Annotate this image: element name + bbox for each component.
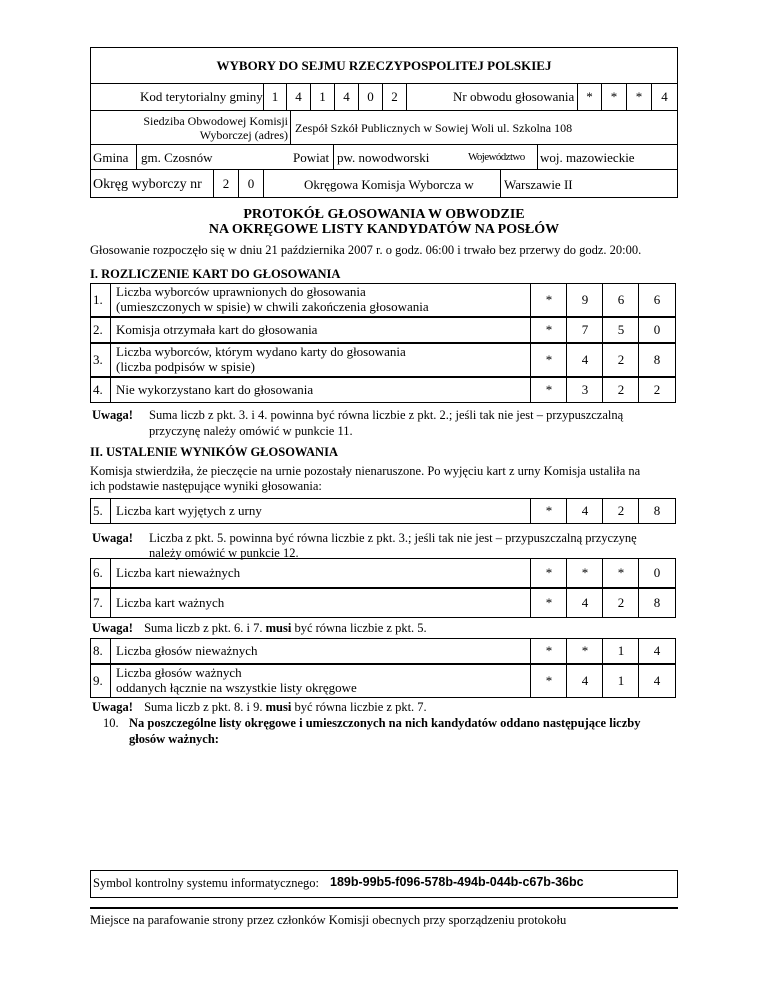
section1-item-3-digit-4: 8 — [653, 352, 661, 367]
row5-digit-2: 4 — [581, 503, 589, 518]
section1-item-3-digit-1: * — [545, 352, 553, 367]
symbol-value: 189b-99b5-f096-578b-494b-044b-c67b-36bc — [330, 875, 584, 889]
section1-item-3-digit-3: 2 — [617, 352, 625, 367]
note9-post: być równa liczbie z pkt. 7. — [294, 700, 427, 714]
siedziba-value: Zespół Szkół Publicznych w Sowiej Woli ul. Szkolna 108 — [295, 121, 573, 135]
kod-digit-4: 4 — [334, 84, 359, 110]
footer-divider — [90, 907, 678, 909]
row8-label: Liczba głosów nieważnych — [116, 643, 258, 658]
row6-digit-3: * — [617, 565, 625, 580]
note5-1: Liczba z pkt. 5. powinna być równa liczbie z pkt. 3.; jeśli tak nie jest – przypuszczalną przyczynę — [149, 531, 637, 545]
row5-number: 5. — [93, 503, 103, 518]
row5-digit-3: 2 — [617, 503, 625, 518]
section1-item-1-digit-2: 9 — [581, 292, 589, 307]
protocol-intro: Głosowanie rozpoczęło się w dniu 21 października 2007 r. o godz. 06:00 i trwało bez przerwy do godz. 20:00. — [90, 243, 642, 257]
row8-digit-1: * — [545, 643, 553, 658]
siedziba-label-2: Wyborczej (adres) — [199, 128, 288, 142]
row8-number: 8. — [93, 643, 103, 658]
gmina-label: Gmina — [93, 150, 129, 165]
row8-digit-3: 1 — [617, 643, 625, 658]
powiat-label: Powiat — [293, 150, 330, 165]
kod-digit-5: 0 — [358, 84, 383, 110]
row7-digit-3: 2 — [617, 595, 625, 610]
section1-item-4-number: 4. — [93, 382, 103, 397]
section1-item-3-digit-2: 4 — [581, 352, 589, 367]
section1-item-4-digit-4: 2 — [653, 382, 661, 397]
komisja-label: Okręgowa Komisja Wyborcza w — [304, 177, 474, 192]
section1-item-1-label-1: Liczba wyborców uprawnionych do głosowania — [116, 284, 366, 299]
row7-digit-2: 4 — [581, 595, 589, 610]
wojewodztwo-label: Województwo — [468, 151, 525, 163]
row6-digit-4: 0 — [653, 565, 661, 580]
row8-digit-2: * — [581, 643, 589, 658]
section1-item-1-digit-1: * — [545, 292, 553, 307]
row7-digit-4: 8 — [653, 595, 661, 610]
signature-note: Miejsce na parafowanie strony przez członków Komisji obecnych przy sporządzeniu protokołu — [90, 913, 567, 927]
protocol-title-2: NA OKRĘGOWE LISTY KANDYDATÓW NA POSŁÓW — [208, 222, 560, 237]
note9-bold: musi — [265, 700, 292, 714]
row6-digit-2: * — [581, 565, 589, 580]
note5-label: Uwaga! — [92, 531, 133, 545]
okreg-label: Okręg wyborczy nr — [93, 177, 202, 192]
symbol-label: Symbol kontrolny systemu informatycznego: — [93, 876, 320, 890]
section2-intro-2: ich podstawie następujące wyniki głosowania: — [90, 479, 322, 493]
row9-digit-4: 4 — [653, 673, 661, 688]
section1-item-1-label-2: (umieszczonych w spisie) w chwili zakończenia głosowania — [116, 299, 429, 314]
section1-note-label: Uwaga! — [92, 408, 133, 422]
protocol-title-1: PROTOKÓŁ GŁOSOWANIA W OBWODZIE — [243, 207, 525, 222]
section1-note-2: przyczynę należy omówić w punkcie 11. — [149, 424, 353, 438]
row9-label-1: Liczba głosów ważnych — [116, 665, 242, 680]
siedziba-label-1: Siedziba Obwodowej Komisji — [143, 114, 288, 128]
section1-item-1-digit-3: 6 — [617, 292, 625, 307]
kod-digit-6: 2 — [382, 84, 407, 110]
row9-digit-2: 4 — [581, 673, 589, 688]
obwod-digit-3: * — [626, 84, 652, 110]
okreg-digit-1: 2 — [213, 170, 239, 198]
note5-2: należy omówić w punkcie 12. — [149, 546, 299, 560]
section1-item-4-digit-2: 3 — [581, 382, 589, 397]
row7-label: Liczba kart ważnych — [116, 595, 225, 610]
note9 — [92, 700, 427, 715]
note7 — [92, 621, 427, 636]
okreg-digit-2: 0 — [238, 170, 264, 198]
section1-item-1-digit-4: 6 — [653, 292, 661, 307]
row5-label: Liczba kart wyjętych z urny — [116, 503, 262, 518]
kod-label: Kod terytorialny gminy — [140, 89, 263, 104]
section1-item-2-label: Komisja otrzymała kart do głosowania — [116, 322, 318, 337]
row9-digit-3: 1 — [617, 673, 625, 688]
gmina-value: gm. Czosnów — [141, 150, 213, 165]
row5-digit-1: * — [545, 503, 553, 518]
section1-item-2-digit-3: 5 — [617, 322, 625, 337]
note7-post: być równa liczbie z pkt. 5. — [294, 621, 427, 635]
section1-item-3-label-1: Liczba wyborców, którym wydano karty do głosowania — [116, 344, 406, 359]
section1-item-4-digit-1: * — [545, 382, 553, 397]
note9-pre: Suma liczb z pkt. 8. i 9. — [144, 700, 263, 714]
row8-digit-4: 4 — [653, 643, 661, 658]
row6-digit-1: * — [545, 565, 553, 580]
section1-item-4-digit-3: 2 — [617, 382, 625, 397]
nr-obwodu-label: Nr obwodu głosowania — [453, 89, 575, 104]
row7-number: 7. — [93, 595, 103, 610]
note7-label: Uwaga! — [92, 621, 133, 635]
p10-line1: Na poszczególne listy okręgowe i umieszczonych na nich kandydatów oddano następujące liczby — [129, 716, 641, 730]
section1-item-3-number: 3. — [93, 352, 103, 367]
section1-heading: I. ROZLICZENIE KART DO GŁOSOWANIA — [90, 267, 341, 281]
section1-note-1: Suma liczb z pkt. 3. i 4. powinna być równa liczbie z pkt. 2.; jeśli tak nie jest – przypuszczalną — [149, 408, 624, 422]
wojewodztwo-value: woj. mazowieckie — [540, 150, 635, 165]
row6-label: Liczba kart nieważnych — [116, 565, 241, 580]
section1-item-2-digit-1: * — [545, 322, 553, 337]
row9-number: 9. — [93, 673, 103, 688]
kod-digit-2: 4 — [286, 84, 311, 110]
section1-item-1-number: 1. — [93, 292, 103, 307]
section1-item-2-number: 2. — [93, 322, 103, 337]
note9-label: Uwaga! — [92, 700, 133, 714]
p10-num: 10. — [103, 716, 119, 730]
section1-item-2-digit-4: 0 — [653, 322, 661, 337]
powiat-value: pw. nowodworski — [337, 150, 430, 165]
row5-digit-4: 8 — [653, 503, 661, 518]
header-title: WYBORY DO SEJMU RZECZYPOSPOLITEJ POLSKIEJ — [216, 58, 552, 73]
note7-bold: musi — [265, 621, 292, 635]
komisja-value: Warszawie II — [504, 177, 573, 192]
section1-item-2-digit-2: 7 — [581, 322, 589, 337]
row6-number: 6. — [93, 565, 103, 580]
section2-intro-1: Komisja stwierdziła, że pieczęcie na urnie pozostały nienaruszone. Po wyjęciu kart z urny Komisja ustaliła na — [90, 464, 641, 478]
note7-pre: Suma liczb z pkt. 6. i 7. — [144, 621, 263, 635]
kod-digit-1: 1 — [263, 84, 287, 110]
obwod-digit-4: 4 — [651, 84, 678, 110]
obwod-digit-2: * — [601, 84, 627, 110]
p10-line2: głosów ważnych: — [129, 732, 219, 746]
section1-item-4-label: Nie wykorzystano kart do głosowania — [116, 382, 314, 397]
row9-digit-1: * — [545, 673, 553, 688]
section2-heading: II. USTALENIE WYNIKÓW GŁOSOWANIA — [90, 445, 338, 459]
row7-digit-1: * — [545, 595, 553, 610]
row9-label-2: oddanych łącznie na wszystkie listy okręgowe — [116, 680, 357, 695]
obwod-digit-1: * — [577, 84, 602, 110]
section1-item-3-label-2: (liczba podpisów w spisie) — [116, 359, 256, 374]
kod-digit-3: 1 — [310, 84, 335, 110]
